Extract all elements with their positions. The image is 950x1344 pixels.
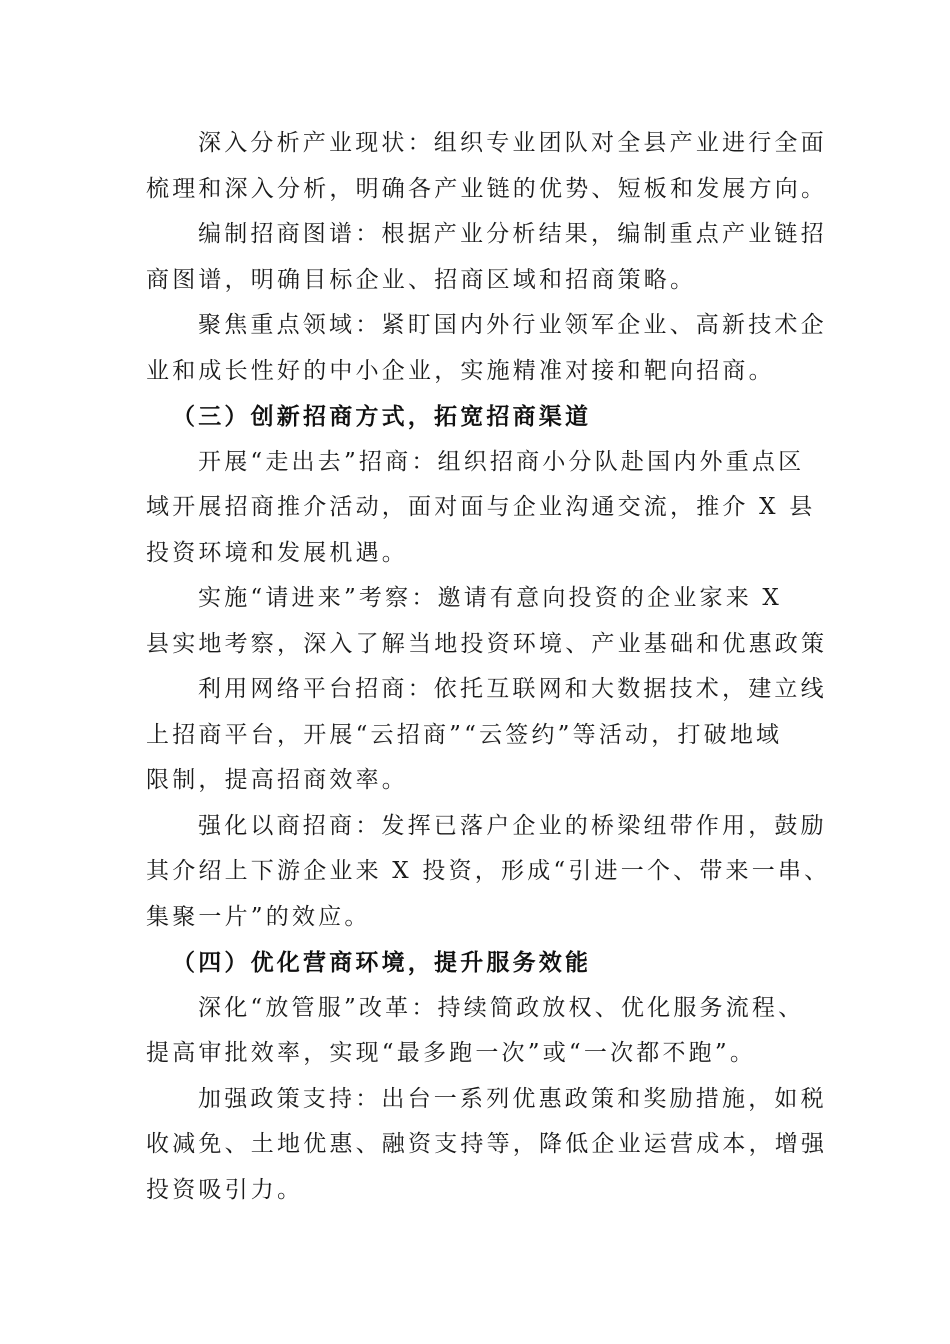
paragraph-line: 开展“走出去”招商：组织招商小分队赴国内外重点区	[198, 448, 805, 475]
paragraph-line: 商图谱，明确目标企业、招商区域和招商策略。	[146, 266, 697, 293]
body-paragraph	[146, 212, 836, 303]
paragraph-line: 深入分析产业现状：组织专业团队对全县产业进行全面	[198, 130, 827, 156]
paragraph-line: 域开展招商推介活动，面对面与企业沟通交流，推介 X 县	[146, 494, 816, 520]
paragraph-line: 深化“放管服”改革：持续简政放权、优化服务流程、	[198, 994, 805, 1021]
paragraph-line: 投资环境和发展机遇。	[146, 539, 408, 566]
body-paragraph	[146, 121, 836, 212]
paragraph-line: 提高审批效率，实现“最多跑一次”或“一次都不跑”。	[146, 1040, 757, 1066]
section-heading	[146, 940, 836, 986]
paragraph-line: 实施“请进来”考察：邀请有意向投资的企业家来 X	[198, 585, 783, 611]
paragraph-line: 利用网络平台招商：依托互联网和大数据技术，建立线	[198, 676, 827, 702]
paragraph-line: 加强政策支持：出台一系列优惠政策和奖励措施，如税	[198, 1085, 827, 1112]
section-heading	[146, 394, 836, 440]
paragraph-line: 限制，提高招商效率。	[146, 767, 408, 793]
paragraph-line: 上招商平台，开展“云招商”“云签约”等活动，打破地域	[146, 721, 783, 748]
body-paragraph	[146, 804, 836, 941]
body-paragraph	[146, 440, 836, 577]
paragraph-line: （四）优化营商环境，提升服务效能	[172, 949, 592, 976]
body-paragraph	[146, 1077, 836, 1214]
paragraph-line: 梳理和深入分析，明确各产业链的优势、短板和发展方向。	[146, 175, 828, 202]
paragraph-line: 其介绍上下游企业来 X 投资，形成“引进一个、带来一串、	[146, 858, 831, 884]
paragraph-line: 强化以商招商：发挥已落户企业的桥梁纽带作用，鼓励	[198, 812, 827, 839]
paragraph-line: 聚焦重点领域：紧盯国内外行业领军企业、高新技术企	[198, 312, 827, 338]
body-paragraph	[146, 303, 836, 394]
paragraph-line: 集聚一片”的效应。	[146, 903, 371, 930]
body-paragraph	[146, 667, 836, 804]
paragraph-line: 业和成长性好的中小企业，实施精准对接和靶向招商。	[146, 357, 775, 384]
paragraph-line: 县实地考察，深入了解当地投资环境、产业基础和优惠政策	[146, 630, 828, 657]
paragraph-line: 投资吸引力。	[146, 1176, 304, 1203]
body-paragraph	[146, 986, 836, 1077]
body-paragraph	[146, 576, 836, 667]
paragraph-line: （三）创新招商方式，拓宽招商渠道	[172, 403, 592, 430]
paragraph-line: 编制招商图谱：根据产业分析结果，编制重点产业链招	[198, 221, 827, 247]
paragraph-line: 收减免、土地优惠、融资支持等，降低企业运营成本，增强	[146, 1131, 828, 1157]
document-body	[146, 121, 836, 1213]
